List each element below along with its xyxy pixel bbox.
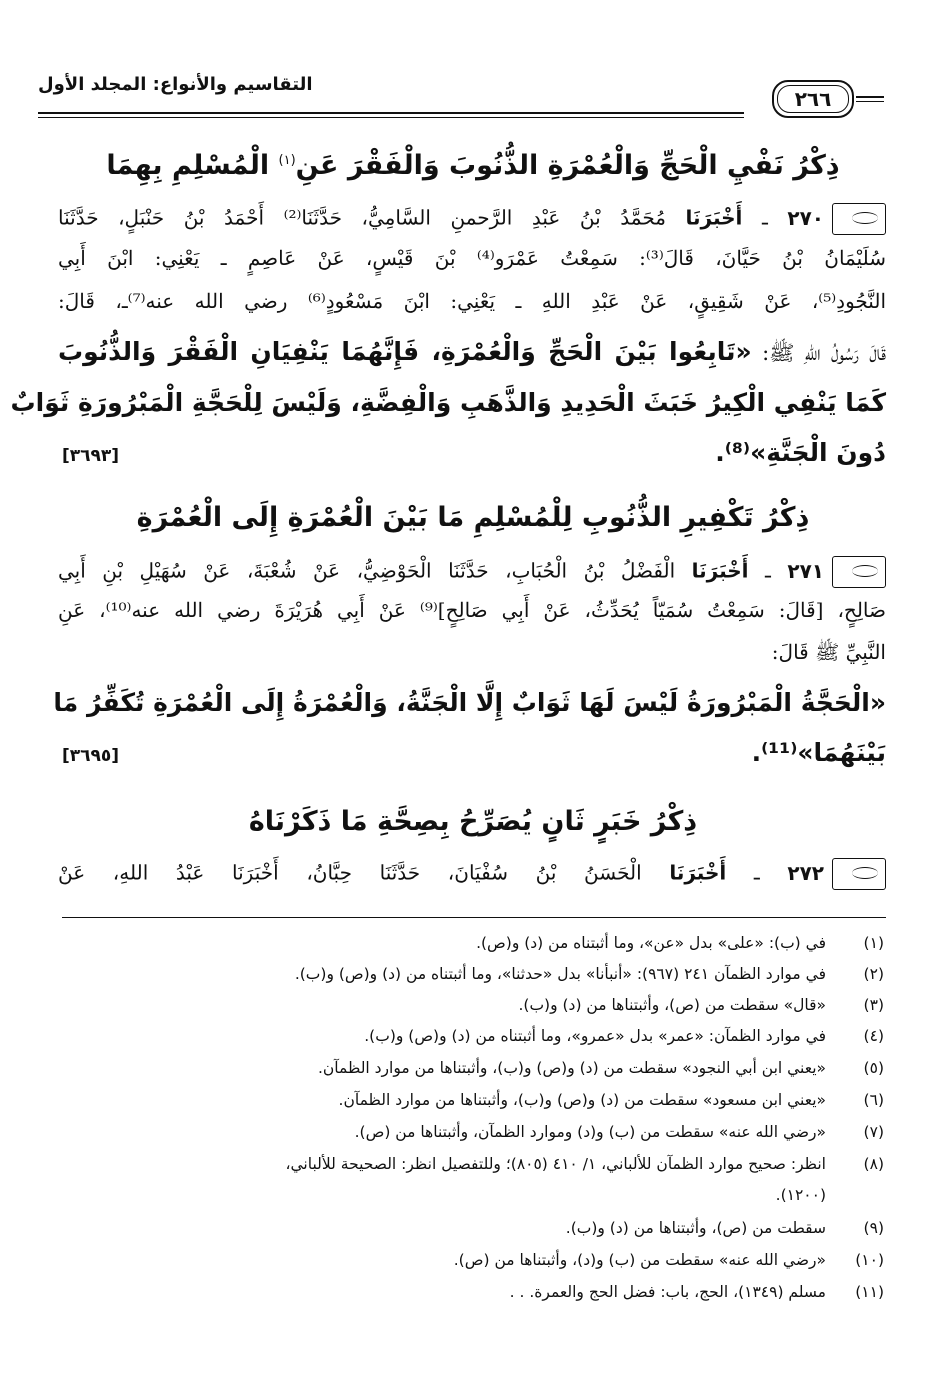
reference-number: [٣٦٩٣] [62,446,120,466]
header-rule [38,117,744,118]
hadith-line: ٢٧١ ـ أَخْبَرَنَا الْفَضْلُ بْنُ الْحُبَابِ، حَدَّثَنَا الْحَوْضِيُّ، عَنْ شُعْبَةَ، عَنْ سُهَيْلِ بْنِ أَبِي [58,556,886,588]
footnote: (٦) «يعني ابن مسعود» سقطت من (د) و(ص) و(ب)، وأثبتناها من موارد الظمآن. [338,1091,884,1109]
footnote: (٢) في موارد الظمآن ٢٤١ (٩٦٧): «أنبأنا» بدل «حدثنا»، وما أثبتناه من (د) و(ص) و(ب). [294,965,884,983]
footnote: (٨) انظر: صحيح موارد الظمآن للألباني، ١/ ٤١٠ (٨٠٥)؛ وللتفصيل انظر: الصحيحة للألباني، [285,1155,884,1173]
hadith-line: صَالِحٍ، [قَالَ: سَمِعْتُ سُمَيّاً يُحَدِّثُ، عَنْ أَبِي صَالِحٍ]⁽⁹⁾ عَنْ أَبِي هُرَيْرَةَ رضي الله عنه⁽¹⁰⁾، عَنِ [58,598,886,622]
hadith-line: ٢٧٢ ـ أَخْبَرَنَا الْحَسَنُ بْنُ سُفْيَانَ، حَدَّثَنَا حِبَّانُ، أَخْبَرَنَا عَبْدُ اللهِ، عَنْ [58,858,886,890]
footnote: (٧) «رضي الله عنه» سقطت من (ب) و(د) وموارد الظمآن، وأثبتناها من (ص). [354,1123,884,1141]
footnote-continuation: (١٢٠٠). [775,1186,826,1204]
section-heading: ذِكْرُ تَكْفِيرِ الذُّنُوبِ لِلْمُسْلِمِ مَا بَيْنَ الْعُمْرَةِ إِلَى الْعُمْرَةِ [136,502,810,533]
page-number-frame [772,80,854,118]
hadith-line: ٢٧٠ ـ أَخْبَرَنَا مُحَمَّدُ بْنُ عَبْدِ الرَّحمنِ السَّامِيُّ، حَدَّثَنَا⁽²⁾ أَحْمَدُ بْنُ حَنْبَلٍ، حَدَّثَنَا [58,203,886,235]
hadith-text: قَالَ رَسُولُ اللهِ ﷺ: «تَابِعُوا بَيْنَ الْحَجِّ وَالْعُمْرَةِ، فَإِنَّهُمَا يَنْفِيَانِ الْفَقْرَ وَالذُّنُوبَ [58,337,886,366]
hadith-text: «الْحَجَّةُ الْمَبْرُورَةُ لَيْسَ لَهَا ثَوَابٌ إِلَّا الْجَنَّةُ، وَالْعُمْرَةُ إِلَى الْعُمْرَةِ تُكَفِّرُ مَا [53,688,886,717]
footnote: (٩) سقطت من (ص)، وأثبتناها من (د) و(ب). [565,1219,884,1237]
hadith-line: سُلَيْمَانُ بْنُ حَيَّانَ، قَالَ⁽³⁾: سَمِعْتُ عَمْرَو⁽⁴⁾ بْنَ قَيْسٍ، عَنْ عَاصِمٍ ـ يَعْنِي: ابْنَ أَبِي [58,246,887,270]
hadith-ornament-icon [832,203,886,235]
footnote: (٤) في موارد الظمآن: «عمر» بدل «عمرو»، وما أثبتناه من (د) و(ص) و(ب). [364,1027,884,1045]
hadith-number: ٢٧٠ [787,205,824,230]
running-title: التقاسيم والأنواع: المجلد الأول [38,74,313,95]
reference-number: [٣٦٩٥] [62,746,120,766]
hadith-line: النَّجُودِ⁽⁵⁾، عَنْ شَقِيقٍ، عَنْ عَبْدِ اللهِ ـ يَعْنِي: ابْنَ مَسْعُودٍ⁽⁶⁾ رضي الله عنه⁽⁷⁾ـ، قَالَ: [58,289,886,313]
footnote: (٣) «قال» سقطت من (ص)، وأثبتناها من (د) و(ب). [518,996,884,1014]
footnote: (١) في (ب): «على» بدل «عن»، وما أثبتناه من (د) و(ص). [476,934,884,952]
footnote: (١١) مسلم (١٣٤٩)، الحج، باب: فضل الحج والعمرة. . . [509,1283,884,1301]
header-rule [38,112,744,114]
section-heading: ذِكْرُ نَفْيِ الْحَجِّ وَالْعُمْرَةِ الذُّنُوبَ وَالْفَقْرَ عَنِ$^{(١)}$ الْمُسْلِمِ بِهِمَا [106,150,840,181]
hadith-text: كَمَا يَنْفِي الْكِيرُ خَبَثَ الْحَدِيدِ وَالذَّهَبِ وَالْفِضَّةِ، وَلَيْسَ لِلْحَجَّةِ الْمَبْرُورَةِ ثَوَابٌ [10,388,886,417]
header-ornament-line [856,101,884,102]
hadith-ornament-icon [832,556,886,588]
footnote: (٥) «يعني ابن أبي النجود» سقطت من (د) و(ص) و(ب)، وأثبتناها من موارد الظمآن. [317,1059,884,1077]
footnote-separator [62,917,886,918]
page-header [38,70,884,126]
hadith-ornament-icon [832,858,886,890]
footnote: (١٠) «رضي الله عنه» سقطت من (ب) و(د)، وأثبتناها من (ص). [453,1251,884,1269]
hadith-number: ٢٧١ [787,558,825,583]
page-number: ٢٦٦ [794,87,832,111]
hadith-text: بَيْنَهُمَا»⁽¹¹⁾. [751,738,886,767]
hadith-number: ٢٧٢ [787,860,825,885]
hadith-line: النَّبِيِّ ﷺ قَالَ: [771,640,886,664]
header-ornament-line [856,96,884,98]
hadith-text: دُونَ الْجَنَّةِ»⁽⁸⁾. [715,438,886,467]
section-heading: ذِكْرُ خَبَرٍ ثَانٍ يُصَرِّحُ بِصِحَّةِ مَا ذَكَرْنَاهُ [248,806,698,837]
